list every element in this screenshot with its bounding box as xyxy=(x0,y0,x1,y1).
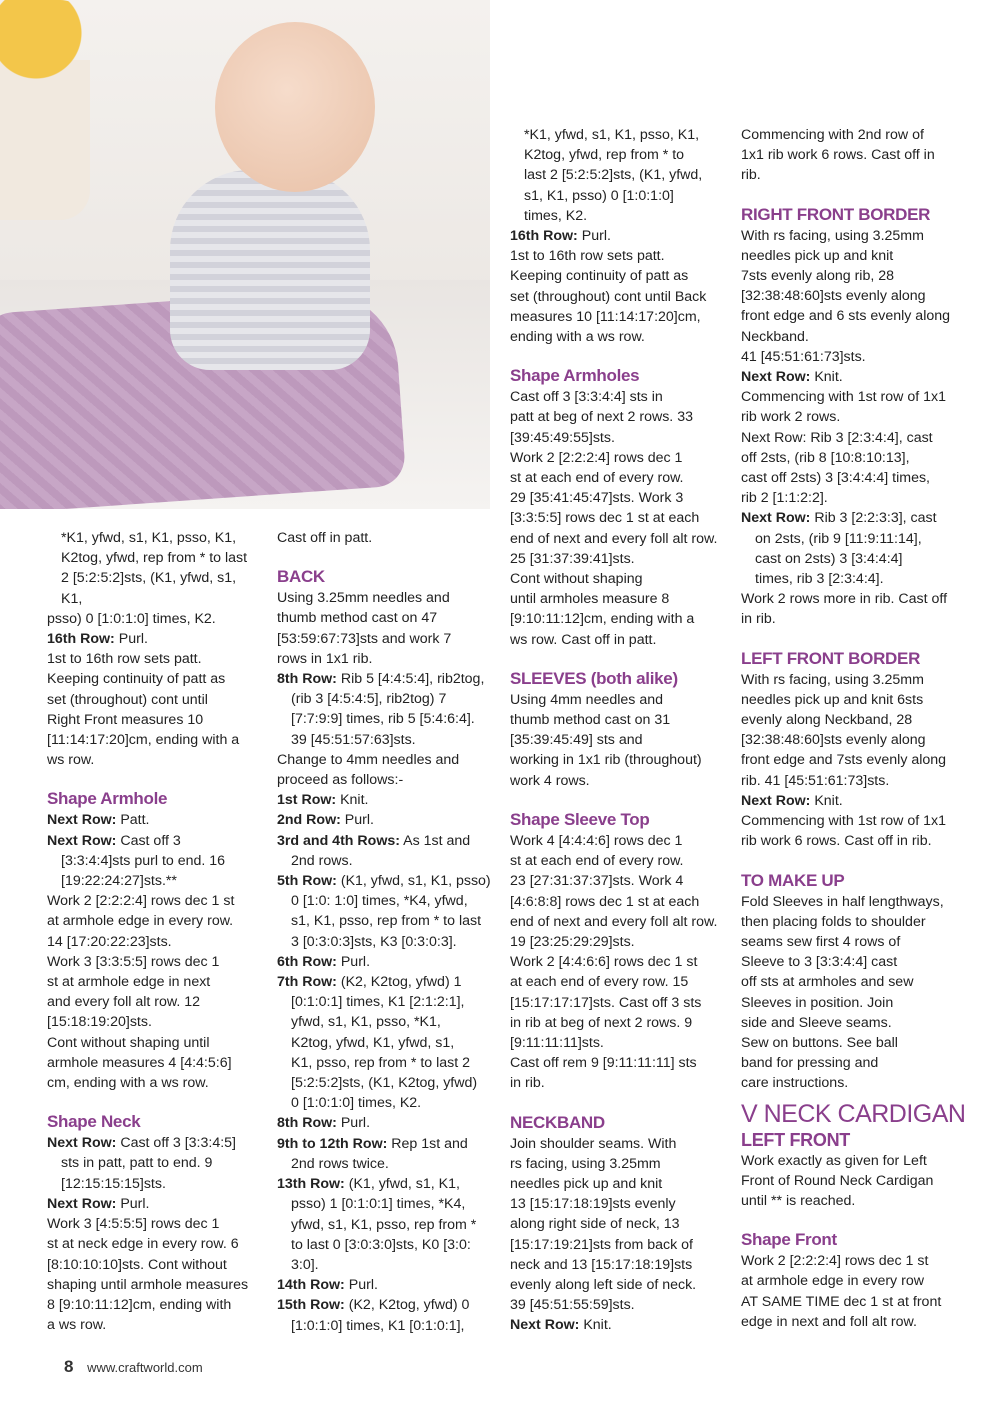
text-line: thumb method cast on 31 xyxy=(510,712,671,729)
text-line: st at neck edge in every row. 6 xyxy=(47,1236,239,1253)
text-line: ws row. xyxy=(47,752,95,769)
text-line: [8:10:10:10]sts. Cont without xyxy=(47,1256,227,1273)
text-line: Work 3 [4:5:5:5] rows dec 1 xyxy=(47,1216,220,1233)
text-line: shaping until armhole measures xyxy=(47,1276,249,1293)
row-text: As 1st and xyxy=(399,832,471,849)
row-label: 16th Row: xyxy=(510,228,578,245)
text-line: then placing folds to shoulder xyxy=(741,913,926,930)
text-line: [32:38:48:60]sts evenly along xyxy=(741,288,926,305)
text-line: 8 [9:10:11:12]cm, ending with xyxy=(47,1296,232,1313)
text-line: [4:6:8:8] rows dec 1 st at each xyxy=(510,893,700,910)
text-line: in rib. xyxy=(741,611,776,628)
text-line: 25 [31:37:39:41]sts. xyxy=(510,550,635,567)
row-text: Purl. xyxy=(116,1195,150,1212)
text-line: armhole measures 4 [4:4:5:6] xyxy=(47,1054,232,1071)
text-line: Keeping continuity of patt as xyxy=(510,268,689,285)
text-line xyxy=(277,810,497,830)
row-label: Next Row: xyxy=(510,1317,580,1334)
text-line: sts in patt, patt to end. 9 xyxy=(61,1155,213,1172)
lion-toy-image xyxy=(0,0,90,220)
heading-shape-armholes: Shape Armholes xyxy=(510,366,640,386)
text-line: psso) 1 [0:1:0:1] times, *K4, xyxy=(291,1196,466,1213)
text-line: 2 [5:2:5:2]sts, (K1, yfwd, s1, xyxy=(61,570,237,587)
text-line: 1st to 16th row sets patt. xyxy=(510,248,665,265)
text-line: front edge and 7sts evenly along xyxy=(741,752,947,769)
text-line: K2tog, yfwd, K1, yfwd, s1, xyxy=(291,1034,455,1051)
text-line: Next Row: Rib 3 [2:3:4:4], cast xyxy=(741,429,933,446)
text-line xyxy=(47,810,262,830)
text-line xyxy=(741,508,966,528)
text-line: thumb method cast on 47 xyxy=(277,610,438,627)
text-line: Join shoulder seams. With xyxy=(510,1135,677,1152)
text-line: Sleeve to 3 [3:3:4:4] cast xyxy=(741,954,898,971)
text-line: With rs facing, using 3.25mm xyxy=(741,671,924,688)
text-line: psso) 0 [1:0:1:0] times, K2. xyxy=(47,610,216,627)
text-line: 41 [45:51:61:73]sts. xyxy=(741,348,866,365)
row-label: Next Row: xyxy=(47,812,117,829)
row-label: 3rd and 4th Rows: xyxy=(277,832,400,849)
text-line xyxy=(510,1315,732,1335)
text-line: 1x1 rib work 6 rows. Cast off in xyxy=(741,147,935,164)
heading-shape-armhole: Shape Armhole xyxy=(47,789,168,809)
text-line: front edge and 6 sts evenly along xyxy=(741,308,951,325)
text-line: Using 3.25mm needles and xyxy=(277,590,450,607)
text-line: Work 2 [2:2:2:4] rows dec 1 st xyxy=(741,1253,929,1270)
text-line xyxy=(47,1133,262,1153)
text-line xyxy=(277,972,497,992)
text-line: rib. 41 [45:51:61:73]sts. xyxy=(741,772,890,789)
text-line: in rib. xyxy=(510,1075,545,1092)
row-label: 1st Row: xyxy=(277,792,337,809)
text-line: 2nd rows twice. xyxy=(291,1155,389,1172)
text-line: edge in next and foll alt row. xyxy=(741,1313,917,1330)
text-line: ws row. Cast off in patt. xyxy=(510,631,657,648)
text-line: yfwd, s1, K1, psso, rep from * xyxy=(291,1216,477,1233)
text-line: K1, xyxy=(61,590,83,607)
heading-shape-front: Shape Front xyxy=(741,1230,837,1250)
heading-to-make-up: TO MAKE UP xyxy=(741,870,845,890)
row-label: 15th Row: xyxy=(277,1297,345,1314)
text-line: yfwd, s1, K1, psso, *K1, xyxy=(291,1014,441,1031)
text-line: 7sts evenly along rib, 28 xyxy=(741,268,895,285)
text-line: proceed as follows:- xyxy=(277,772,404,789)
text-line: *K1, yfwd, s1, K1, psso, K1, xyxy=(524,127,700,143)
row-label: Next Row: xyxy=(741,792,811,809)
text-line xyxy=(277,1174,497,1194)
text-line: at each end of every row. 15 xyxy=(510,974,689,991)
text-line: at armhole edge in every row. xyxy=(47,913,234,930)
text-line: cast on 2sts) 3 [3:4:4:4] xyxy=(755,550,903,567)
row-text: (K1, yfwd, s1, K1, xyxy=(344,1176,460,1193)
text-line: [0:1:0:1] times, K1 [2:1:2:1], xyxy=(291,994,465,1011)
row-text: Cast off 3 xyxy=(116,832,181,849)
text-line: times, rib 3 [2:3:4:4]. xyxy=(755,571,884,588)
text-line: 3:0]. xyxy=(291,1256,319,1273)
text-line: rib work 2 rows. xyxy=(741,409,841,426)
row-label: 8th Row: xyxy=(277,1115,337,1132)
text-line xyxy=(277,669,497,689)
text-line xyxy=(47,1194,262,1214)
text-line: Work 3 [3:3:5:5] rows dec 1 xyxy=(47,953,220,970)
row-label: 8th Row: xyxy=(277,671,337,688)
heading-left-front: LEFT FRONT xyxy=(741,1129,850,1150)
text-line: times, K2. xyxy=(524,207,588,224)
text-line: st at armhole edge in next xyxy=(47,974,211,991)
text-line: side and Sleeve seams. xyxy=(741,1014,892,1031)
text-line: to last 0 [3:0:3:0]sts, K0 [3:0: xyxy=(291,1236,471,1253)
text-line: [11:14:17:20]cm, ending with a xyxy=(47,732,240,749)
website-url: www.craftworld.com xyxy=(87,1360,203,1375)
text-line: evenly along left side of neck. xyxy=(510,1276,697,1293)
text-line: evenly along Neckband, 28 xyxy=(741,712,913,729)
heading-shape-sleeve-top: Shape Sleeve Top xyxy=(510,809,650,829)
text-line: Fold Sleeves in half lengthways, xyxy=(741,893,944,910)
text-line: work 4 rows. xyxy=(510,772,590,789)
text-line: 0 [1:0: 1:0] times, *K4, yfwd, xyxy=(291,893,468,910)
text-line: Change to 4mm needles and xyxy=(277,751,460,768)
text-line: [3:3:4:4]sts purl to end. 16 xyxy=(61,852,226,869)
text-line: rib work 6 rows. Cast off in rib. xyxy=(741,833,932,850)
baby-head-image xyxy=(215,22,375,192)
text-line: (rib 3 [4:5:4:5], rib2tog) 7 xyxy=(291,691,447,708)
column-1 xyxy=(47,528,262,1335)
text-line: off 2sts, (rib 8 [10:8:10:13], xyxy=(741,449,910,466)
text-line xyxy=(277,790,497,810)
text-line: Work 2 [2:2:2:4] rows dec 1 st xyxy=(47,893,235,910)
row-label: 2nd Row: xyxy=(277,812,341,829)
row-label: 14th Row: xyxy=(277,1277,345,1294)
text-line: K2tog, yfwd, rep from * to last xyxy=(61,550,248,567)
baby-body-image xyxy=(170,170,370,370)
text-line: 23 [27:31:37:37]sts. Work 4 xyxy=(510,873,684,890)
column-2 xyxy=(277,528,497,1336)
text-line: [39:45:49:55]sts. xyxy=(510,429,615,446)
text-line: last 2 [5:2:5:2]sts, (K1, yfwd, xyxy=(524,167,703,184)
row-label: Next Row: xyxy=(47,832,117,849)
row-label: 7th Row: xyxy=(277,974,337,991)
text-line: 2nd rows. xyxy=(291,852,353,869)
text-line: neck and 13 [15:17:18:19]sts xyxy=(510,1256,693,1273)
heading-neckband: NECKBAND xyxy=(510,1112,605,1132)
text-line xyxy=(741,367,966,387)
text-line: rib 2 [1:1:2:2]. xyxy=(741,490,828,507)
text-line xyxy=(741,791,966,811)
page-number: 8 xyxy=(64,1357,74,1376)
text-line: until ** is reached. xyxy=(741,1192,856,1209)
text-line: Neckband. xyxy=(741,328,809,345)
row-text: Knit. xyxy=(810,792,843,809)
text-line: [12:15:15:15]sts. xyxy=(61,1175,166,1192)
text-line: Commencing with 1st row of 1x1 xyxy=(741,813,947,830)
text-line: patt at beg of next 2 rows. 33 xyxy=(510,409,693,426)
page-footer xyxy=(64,1357,203,1377)
text-line xyxy=(277,1275,497,1295)
text-line: Right Front measures 10 xyxy=(47,711,204,728)
heading-left-front-border: LEFT FRONT BORDER xyxy=(741,648,921,668)
text-line xyxy=(510,226,732,246)
text-line: Cast off rem 9 [9:11:11:11] sts xyxy=(510,1055,697,1072)
row-label: 13th Row: xyxy=(277,1176,345,1193)
text-line: Cast off 3 [3:3:4:4] sts in xyxy=(510,389,663,406)
text-line: end of next and every foll alt row. xyxy=(510,530,718,547)
text-line xyxy=(47,831,262,851)
row-text: Purl. xyxy=(336,1115,371,1132)
text-line: measures 10 [11:14:17:20]cm, xyxy=(510,308,701,325)
row-label: 5th Row: xyxy=(277,873,337,890)
text-line xyxy=(47,629,262,649)
text-line: Front of Round Neck Cardigan xyxy=(741,1172,934,1189)
text-line: ending with a ws row. xyxy=(510,329,645,346)
text-line xyxy=(277,1113,497,1133)
text-line: [32:38:48:60]sts evenly along xyxy=(741,732,926,749)
text-line: K1, psso, rep from * to last 2 xyxy=(291,1054,470,1071)
row-label: Next Row: xyxy=(47,1195,117,1212)
text-line: cm, ending with a ws row. xyxy=(47,1075,209,1092)
text-line: [9:11:11:11]sts. xyxy=(510,1034,604,1051)
row-label: Next Row: xyxy=(741,510,811,527)
text-line: Sleeves in position. Join xyxy=(741,994,894,1011)
text-line: [15:17:19:21]sts from back of xyxy=(510,1236,693,1253)
text-line: needles pick up and knit 6sts xyxy=(741,691,924,708)
text-line: rs facing, using 3.25mm xyxy=(510,1155,661,1172)
text-line: set (throughout) cont until xyxy=(47,691,208,708)
row-text: Rep 1st and xyxy=(387,1135,468,1152)
row-text: Rib 3 [2:2:3:3], cast xyxy=(810,510,937,527)
text-line: 29 [35:41:45:47]sts. Work 3 xyxy=(510,490,684,507)
row-text: Cast off 3 [3:3:4:5] xyxy=(116,1135,236,1152)
row-label: Next Row: xyxy=(741,369,811,386)
text-line: s1, K1, psso) 0 [1:0:1:0] xyxy=(524,187,674,204)
row-text: Purl. xyxy=(340,812,374,829)
heading-v-neck-cardigan: V NECK CARDIGAN xyxy=(741,1099,966,1128)
text-line: care instructions. xyxy=(741,1075,849,1092)
row-label: 6th Row: xyxy=(277,953,337,970)
text-line xyxy=(277,1134,497,1154)
text-line: 3 [0:3:0:3]sts, K3 [0:3:0:3]. xyxy=(291,933,457,950)
row-text: Purl. xyxy=(344,1277,378,1294)
text-line: [3:3:5:5] rows dec 1 st at each xyxy=(510,510,700,527)
text-line: 13 [15:17:18:19]sts evenly xyxy=(510,1196,676,1213)
text-line: rib. xyxy=(741,167,761,184)
text-line: a ws row. xyxy=(47,1317,107,1334)
row-label: Next Row: xyxy=(47,1135,117,1152)
text-line: along right side of neck, 13 xyxy=(510,1216,680,1233)
text-line xyxy=(277,952,497,972)
text-line: band for pressing and xyxy=(741,1055,879,1072)
text-line: st at each end of every row. xyxy=(510,470,684,487)
text-line: 1st to 16th row sets patt. xyxy=(47,651,202,668)
text-line: Keeping continuity of patt as xyxy=(47,671,226,688)
row-text: Purl. xyxy=(336,953,371,970)
text-line: Work exactly as given for Left xyxy=(741,1152,927,1169)
text-line: Commencing with 1st row of 1x1 xyxy=(741,389,947,406)
row-label: 16th Row: xyxy=(47,631,115,648)
baby-blanket-photo xyxy=(0,0,490,509)
text-line: Work 4 [4:4:4:6] rows dec 1 xyxy=(510,832,683,849)
text-line: 19 [23:25:29:29]sts. xyxy=(510,933,635,950)
text-line: s1, K1, psso, rep from * to last xyxy=(291,913,482,930)
text-line: Work 2 rows more in rib. Cast off xyxy=(741,591,948,608)
text-line: *K1, yfwd, s1, K1, psso, K1, xyxy=(61,530,237,546)
text-line: st at each end of every row. xyxy=(510,853,684,870)
text-line: end of next and every foll alt row. xyxy=(510,913,718,930)
text-line: seams sew first 4 rows of xyxy=(741,933,901,950)
text-line: off sts at armholes and sew xyxy=(741,974,914,991)
row-text: Purl. xyxy=(114,631,148,648)
text-line xyxy=(277,1295,497,1315)
heading-shape-neck: Shape Neck xyxy=(47,1112,141,1132)
text-line: 14 [17:20:22:23]sts. xyxy=(47,933,172,950)
text-line: 39 [45:51:55:59]sts. xyxy=(510,1297,635,1314)
text-line: on 2sts, (rib 9 [11:9:11:14], xyxy=(755,530,922,547)
text-line: set (throughout) cont until Back xyxy=(510,288,707,305)
heading-sleeves: SLEEVES (both alike) xyxy=(510,668,678,688)
text-line: [53:59:67:73]sts and work 7 xyxy=(277,630,452,647)
text-line: at armhole edge in every row xyxy=(741,1273,924,1290)
text-line: rows in 1x1 rib. xyxy=(277,650,373,667)
text-line: With rs facing, using 3.25mm xyxy=(741,227,924,244)
text-line: Sew on buttons. See ball xyxy=(741,1034,898,1051)
text-line: 0 [1:0:1:0] times, K2. xyxy=(291,1095,422,1112)
text-line: [5:2:5:2]sts, (K1, K2tog, yfwd) xyxy=(291,1075,478,1092)
text-line: Using 4mm needles and xyxy=(510,691,663,708)
text-line: Work 2 [2:2:2:4] rows dec 1 xyxy=(510,449,683,466)
text-line: [1:0:1:0] times, K1 [0:1:0:1], xyxy=(291,1317,465,1334)
row-text: (K2, K2tog, yfwd) 0 xyxy=(344,1297,470,1314)
text-line: Cont without shaping until xyxy=(47,1034,210,1051)
text-line xyxy=(277,871,497,891)
heading-back: BACK xyxy=(277,567,325,587)
text-line: [15:17:17:17]sts. Cast off 3 sts xyxy=(510,994,702,1011)
text-line: until armholes measure 8 xyxy=(510,591,670,608)
text-line: [35:39:45:49] sts and xyxy=(510,732,643,749)
column-3 xyxy=(510,125,732,1336)
text-line: [9:10:11:12]cm, ending with a xyxy=(510,611,695,628)
row-text: Rib 5 [4:4:5:4], rib2tog, xyxy=(336,671,485,688)
row-text: Knit. xyxy=(336,792,369,809)
text-line: Commencing with 2nd row of xyxy=(741,127,924,143)
row-label: 9th to 12th Row: xyxy=(277,1135,388,1152)
text-line: in rib at beg of next 2 rows. 9 xyxy=(510,1014,693,1031)
row-text: (K2, K2tog, yfwd) 1 xyxy=(336,974,462,991)
text-line: Cont without shaping xyxy=(510,571,643,588)
text-line: 39 [45:51:57:63]sts. xyxy=(291,731,416,748)
text-line: cast off 2sts) 3 [3:4:4:4] times, xyxy=(741,470,930,487)
text-line: Work 2 [4:4:6:6] rows dec 1 st xyxy=(510,954,698,971)
text-line xyxy=(277,831,497,851)
heading-right-front-border: RIGHT FRONT BORDER xyxy=(741,204,931,224)
row-text: Knit. xyxy=(579,1317,612,1334)
text-line: AT SAME TIME dec 1 st at front xyxy=(741,1293,942,1310)
text-line: working in 1x1 rib (throughout) xyxy=(510,752,702,769)
text-line: needles pick up and knit xyxy=(741,247,894,264)
row-text: Purl. xyxy=(577,228,611,245)
row-text: Patt. xyxy=(116,812,150,829)
text-line: K2tog, yfwd, rep from * to xyxy=(524,147,685,164)
text-line: needles pick up and knit xyxy=(510,1175,663,1192)
row-text: (K1, yfwd, s1, K1, psso) xyxy=(336,873,491,890)
text-line: [7:7:9:9] times, rib 5 [5:4:6:4]. xyxy=(291,711,475,728)
text-line: [19:22:24:27]sts.** xyxy=(61,873,177,890)
row-text: Knit. xyxy=(810,369,843,386)
column-4 xyxy=(741,125,966,1332)
text-line: and every foll alt row. 12 xyxy=(47,994,200,1011)
text-line: [15:18:19:20]sts. xyxy=(47,1014,152,1031)
text-line: Cast off in patt. xyxy=(277,530,373,546)
